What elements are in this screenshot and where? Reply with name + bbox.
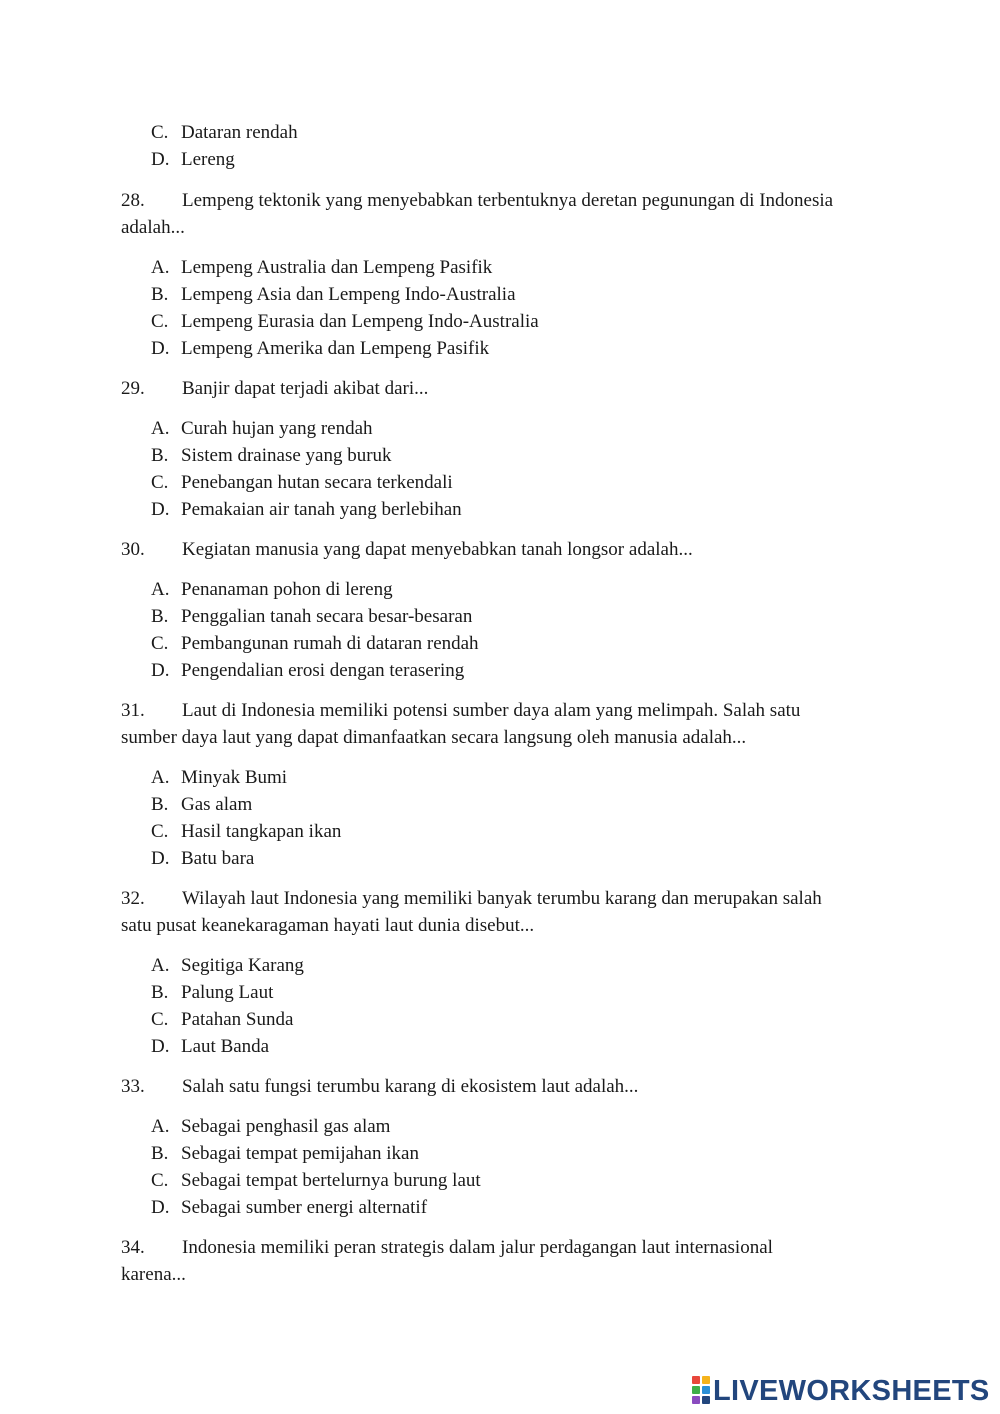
question-text: Banjir dapat terjadi akibat dari...	[182, 378, 429, 399]
option-text: Sebagai sumber energi alternatif	[181, 1197, 428, 1218]
question-text: Salah satu fungsi terumbu karang di ekosistem laut adalah...	[182, 1076, 639, 1097]
option-text: Gas alam	[181, 794, 253, 815]
option-letter: C.	[151, 1170, 169, 1191]
question-number: 31.	[121, 700, 145, 721]
option-letter: C.	[151, 1009, 169, 1030]
brand-mark-tile	[702, 1396, 710, 1404]
option-letter: B.	[151, 606, 169, 627]
option-letter: B.	[151, 982, 169, 1003]
option-text: Sebagai penghasil gas alam	[181, 1116, 391, 1137]
question-number: 34.	[121, 1237, 145, 1258]
option-text: Sebagai tempat pemijahan ikan	[181, 1143, 419, 1164]
question-text: Kegiatan manusia yang dapat menyebabkan tanah longsor adalah...	[182, 539, 693, 560]
option-text: Lempeng Amerika dan Lempeng Pasifik	[181, 338, 490, 359]
option-letter: D.	[151, 848, 170, 869]
question-number: 29.	[121, 378, 145, 399]
question-text: Indonesia memiliki peran strategis dalam jalur perdagangan laut internasional	[182, 1237, 773, 1258]
option-text: Hasil tangkapan ikan	[181, 821, 342, 842]
option-letter: D.	[151, 149, 170, 170]
option-letter: D.	[151, 499, 170, 520]
brand-mark-tile	[702, 1376, 710, 1384]
brand-mark-tile	[702, 1386, 710, 1394]
brand-mark-tile	[692, 1386, 700, 1394]
option-letter: A.	[151, 955, 170, 976]
option-text: Pengendalian erosi dengan terasering	[181, 660, 465, 681]
brand-mark-icon	[692, 1376, 710, 1406]
option-text: Segitiga Karang	[181, 955, 304, 976]
question-text-continuation: karena...	[121, 1264, 186, 1285]
option-text: Curah hujan yang rendah	[181, 418, 373, 439]
option-letter: D.	[151, 338, 170, 359]
option-text: Penebangan hutan secara terkendali	[181, 472, 453, 493]
question-text: Wilayah laut Indonesia yang memiliki banyak terumbu karang dan merupakan salah	[182, 888, 822, 909]
question-number: 28.	[121, 190, 145, 211]
option-letter: A.	[151, 579, 170, 600]
question-number: 32.	[121, 888, 145, 909]
option-letter: B.	[151, 284, 169, 305]
option-text: Patahan Sunda	[181, 1009, 294, 1030]
option-letter: A.	[151, 418, 170, 439]
option-text: Palung Laut	[181, 982, 274, 1003]
option-text: Lereng	[181, 149, 235, 170]
question-text-continuation: adalah...	[121, 217, 185, 238]
option-letter: D.	[151, 1197, 170, 1218]
option-letter: D.	[151, 1036, 170, 1057]
option-letter: B.	[151, 794, 169, 815]
question-text-continuation: sumber daya laut yang dapat dimanfaatkan secara langsung oleh manusia adalah...	[121, 727, 747, 748]
question-text: Laut di Indonesia memiliki potensi sumber daya alam yang melimpah. Salah satu	[182, 700, 801, 721]
question-text-continuation: satu pusat keanekaragaman hayati laut dunia disebut...	[121, 915, 535, 936]
option-text: Pemakaian air tanah yang berlebihan	[181, 499, 462, 520]
question-text: Lempeng tektonik yang menyebabkan terbentuknya deretan pegunungan di Indonesia	[182, 190, 834, 211]
option-letter: C.	[151, 472, 169, 493]
option-letter: C.	[151, 633, 169, 654]
option-letter: A.	[151, 1116, 170, 1137]
option-letter: B.	[151, 1143, 169, 1164]
option-letter: D.	[151, 660, 170, 681]
option-letter: A.	[151, 767, 170, 788]
option-letter: B.	[151, 445, 169, 466]
question-number: 33.	[121, 1076, 145, 1097]
option-text: Minyak Bumi	[181, 767, 288, 788]
option-text: Sebagai tempat bertelurnya burung laut	[181, 1170, 481, 1191]
option-text: Laut Banda	[181, 1036, 270, 1057]
option-text: Penggalian tanah secara besar-besaran	[181, 606, 473, 627]
option-text: Pembangunan rumah di dataran rendah	[181, 633, 479, 654]
question-number: 30.	[121, 539, 145, 560]
option-text: Penanaman pohon di lereng	[181, 579, 393, 600]
option-letter: C.	[151, 122, 169, 143]
brand-mark-tile	[692, 1396, 700, 1404]
option-text: Lempeng Eurasia dan Lempeng Indo-Australia	[181, 311, 539, 332]
option-text: Dataran rendah	[181, 122, 298, 143]
liveworksheets-logo	[692, 1374, 990, 1408]
option-text: Lempeng Asia dan Lempeng Indo-Australia	[181, 284, 516, 305]
brand-mark-tile	[692, 1376, 700, 1384]
option-letter: C.	[151, 311, 169, 332]
option-letter: C.	[151, 821, 169, 842]
option-text: Lempeng Australia dan Lempeng Pasifik	[181, 257, 493, 278]
option-letter: A.	[151, 257, 170, 278]
option-text: Sistem drainase yang buruk	[181, 445, 392, 466]
brand-name: LIVEWORKSHEETS	[713, 1374, 990, 1407]
option-text: Batu bara	[181, 848, 255, 869]
